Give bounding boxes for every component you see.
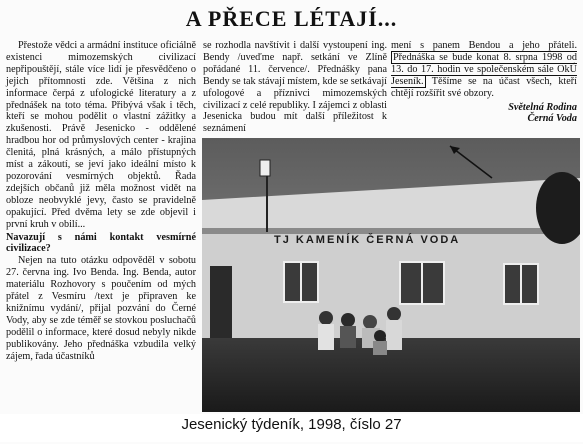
- lecture-announcement-box: Přednáška se bude konat 8. srpna 1998 od 13. do 17. hodin ve společenském sále OkÚ Jeseník.: [391, 51, 577, 87]
- signature-line-2: Černá Voda: [527, 113, 577, 125]
- building-door: [210, 266, 232, 342]
- building-sign: TJ KAMENÍK ČERNÁ VODA: [274, 234, 461, 246]
- column3-text-start: mení s panem Bendou a jeho přáteli.: [391, 40, 577, 51]
- column1-paragraph-1: Přestože vědci a armádní instituce oficiálně existenci mimozemských civilizací nepřipouštějí, stále více lidí je přesvědčeno o jejich přítomnosti zde. Většina z nich informace čerpá z ufologické literatury a z přednášek na toto téma. Přibývá však i těch, kteří se mohou podělit o vlastní zážitky a zkušenosti. Právě Jesenicko - oddělené hradbou hor od průmyslových center - krajina členitá, plná krásných, a málo přístupných míst a zákoutí, se jeví jako ideální místo k pozorování vesmírných objektů. Řada zdejších občanů již měla možnost vidět na obloze neobvyklé jevy, často se pravidelně opakující. Před dvěma lety se zde objevil i první kruh v obilí...: [6, 40, 196, 230]
- signature-line-1: Světelná Rodina: [508, 101, 577, 113]
- article-photo: [202, 138, 580, 412]
- column3-text-end: Těšíme se na účast všech, kteří chtějí rozšířit své obzory.: [391, 75, 577, 99]
- article-column-1: [6, 40, 196, 362]
- column2-paragraph-1: se rozhodla navštívit i další vystoupení ing. Bendy /uveďme např. setkání ve Zlíně pořádané 11. července/. Přednášky pana Bendy se tak stávají místem, kde se setkávají ufologové a příznivci mimozemských civilizací z celé republiky. I zájemci z oblasti Jesenicka budou mít další příležitost k seznámení: [203, 40, 387, 135]
- source-caption: Jesenický týdeník, 1998, číslo 27: [0, 414, 583, 442]
- column1-subheading: Navazují s námi kontakt vesmírné civilizace?: [6, 231, 196, 255]
- article-column-3: [391, 40, 577, 125]
- article-column-2: [203, 40, 387, 135]
- flag-pole: [266, 170, 268, 232]
- photo-illustration: [202, 138, 580, 412]
- article-headline: A PŘECE LÉTAJÍ...: [185, 6, 398, 31]
- column1-paragraph-2: Nejen na tuto otázku odpověděl v sobotu 27. června ing. Ivo Benda. Ing. Benda, autor materiálu Rozhovory s poučením od mých přátel z Vesmíru /text je připraven ke knižnímu vydání/, přijal pozvání do Černé Vody, aby se zde téměř se stovkou posluchačů podělil o informace, které dosud nebyly nikde publikovány. Jeho přednáška vzbudila velký zájem, řada účastníků: [6, 255, 196, 362]
- column3-paragraph: [391, 40, 577, 100]
